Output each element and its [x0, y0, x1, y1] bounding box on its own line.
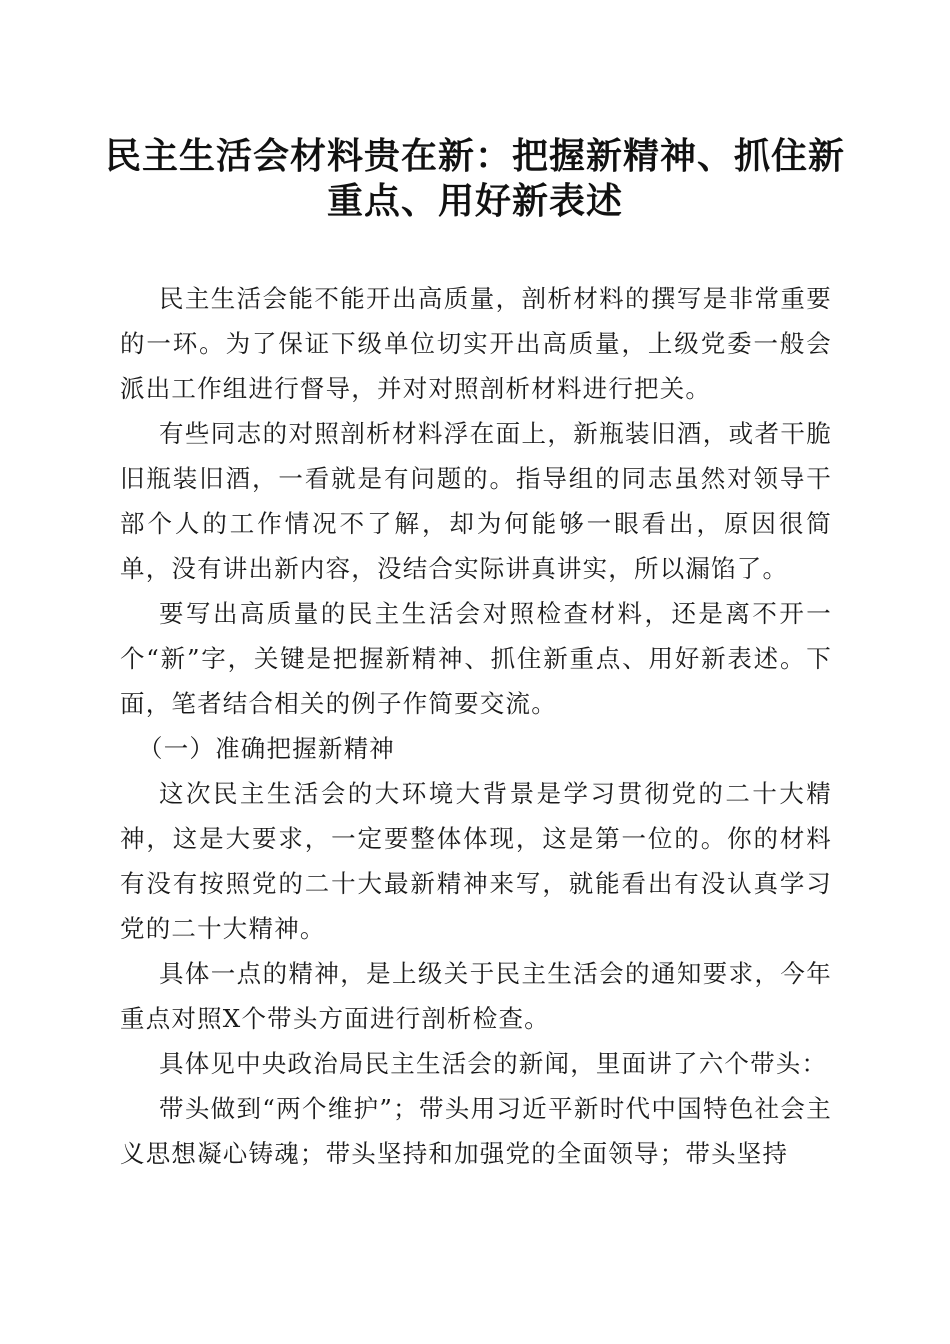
section1-paragraph-3: 具体见中央政治局民主生活会的新闻，里面讲了六个带头：: [159, 1049, 828, 1078]
section-heading-1: （一）准确把握新精神: [138, 734, 395, 763]
title-line-1: 民主生活会材料贵在新：把握新精神、抓住新: [104, 135, 845, 177]
intro-paragraph-2: 有些同志的对照剖析材料浮在面上，新瓶装旧酒，或者干脆旧瓶装旧酒，一看就是有问题的。指导组的同志虽然对领导干部个人的工作情况不了解，却为何能够一眼看出，原因很简单，没有讲出新内容，没结合实际讲真讲实，所以漏馅了。: [120, 419, 832, 583]
intro-paragraph-3: 要写出高质量的民主生活会对照检查材料，还是离不开一个“新”字，关键是把握新精神、抓住新重点、用好新表述。下面，笔者结合相关的例子作简要交流。: [120, 599, 832, 718]
section1-paragraph-1: 这次民主生活会的大环境大背景是学习贯彻党的二十大精神，这是大要求，一定要整体体现，这是第一位的。你的材料有没有按照党的二十大最新精神来写，就能看出有没认真学习党的二十大精神。: [120, 779, 832, 943]
document-body: [120, 276, 832, 1176]
section1-paragraph-4: 带头做到“两个维护”；带头用习近平新时代中国特色社会主义思想凝心铸魂；带头坚持和加强党的全面领导；带头坚持: [120, 1094, 832, 1168]
title-line-2: 重点、用好新表述: [326, 180, 623, 222]
document-title: [100, 134, 850, 224]
section1-paragraph-2: 具体一点的精神，是上级关于民主生活会的通知要求，今年重点对照X个带头方面进行剖析检查。: [120, 959, 832, 1033]
intro-paragraph-1: 民主生活会能不能开出高质量，剖析材料的撰写是非常重要的一环。为了保证下级单位切实开出高质量，上级党委一般会派出工作组进行督导，并对对照剖析材料进行把关。: [120, 284, 832, 403]
